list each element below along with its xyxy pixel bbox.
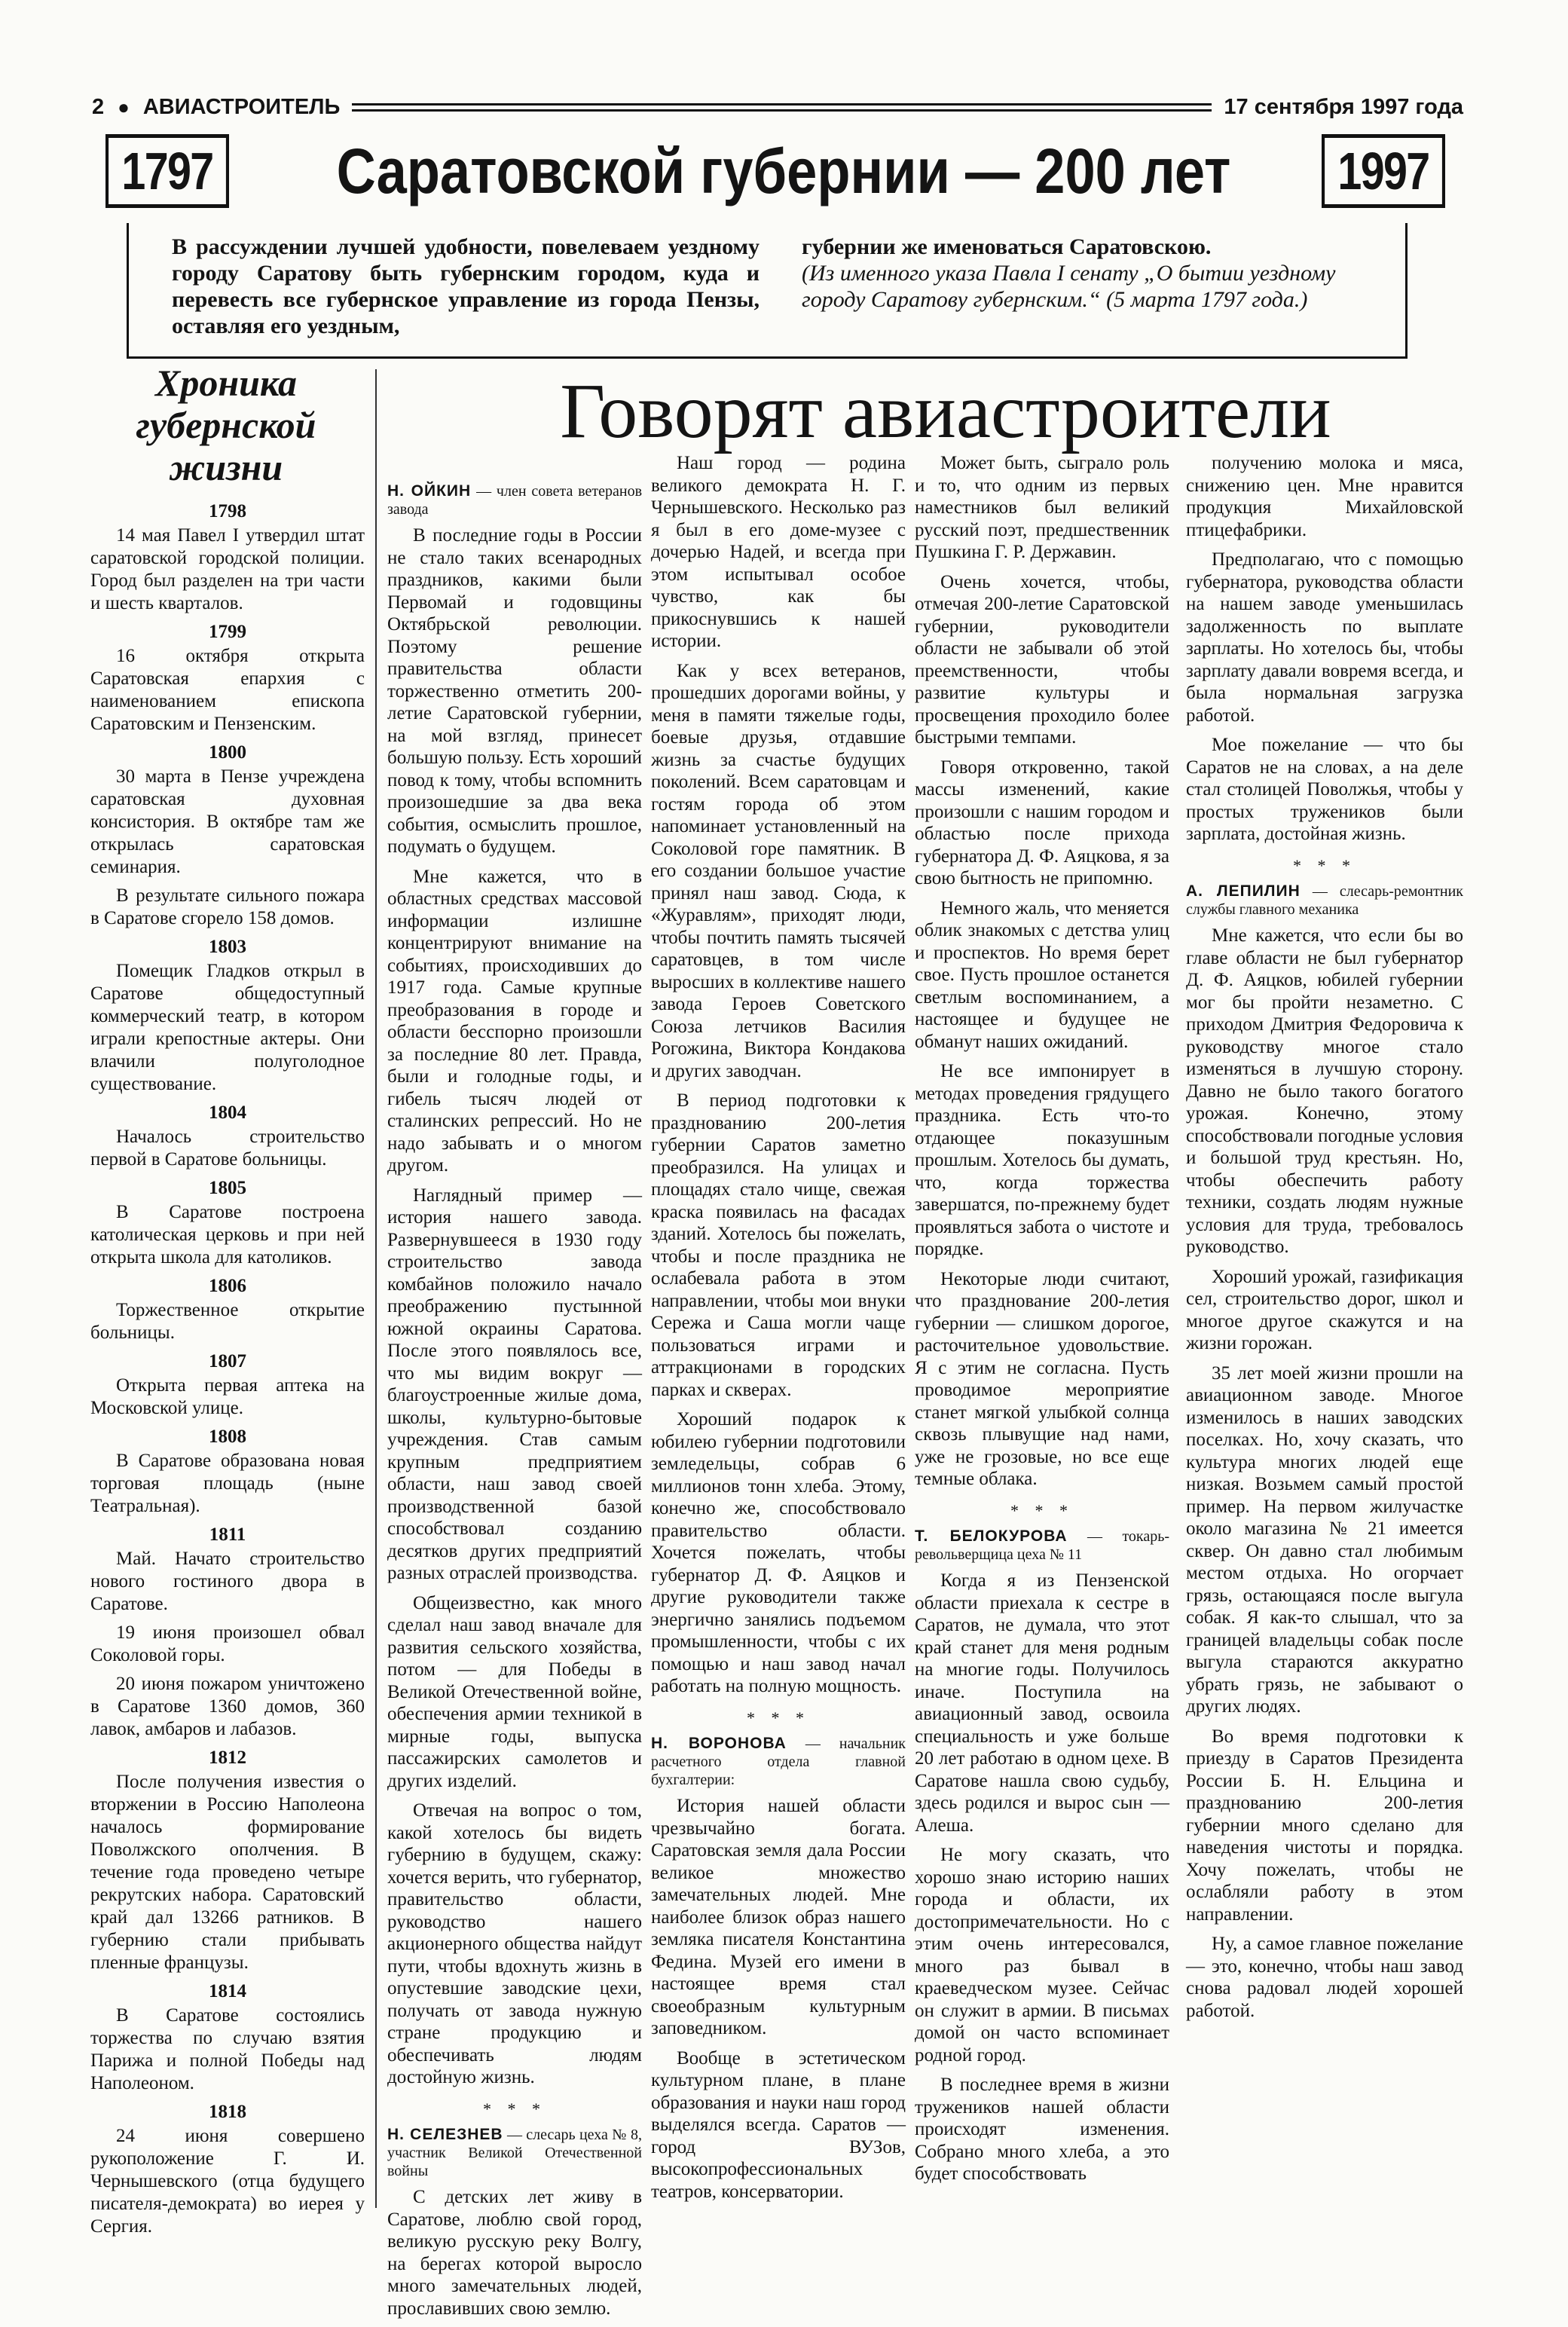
year-right: 1997 xyxy=(1337,142,1429,200)
masthead xyxy=(92,92,1463,122)
chronicle-year: 1806 xyxy=(209,1276,246,1296)
section-title: Говорят авиастроители xyxy=(560,368,1331,454)
paragraph: Немного жаль, что меняется облик знакомых с детства улиц и проспектов. Но время берет свое. Пусть прошлое останется светлым воспоминанием, а настоящее и будущее не обманут наших ожиданий. xyxy=(915,897,1169,1052)
paragraph: Как у всех ветеранов, прошедших дорогами войны, у меня в памяти тяжелые годы, боевые друзья, отдавшие жизнь за счастье будущих поколений. Всем саратовцам и гостям города об этом напоминает установленный на Соколовой горе памятник. В его создании большое участие принял наш завод. Сюда, к «Журавлям», приходят люди, чтобы почтить память тысячей саратовцев, в том числе выросших в коллективе нашего завода Героев Советского Союза летчиков Василия Рогожина, Виктора Кондакова и других заводчан. xyxy=(651,660,906,1081)
chronicle-year: 1799 xyxy=(209,622,246,642)
paragraph: Не все импонирует в методах проведения грядущего праздника. Есть что-то отдающее показушным прошлым. Хотелось бы думать, что, когда торжества завершатся, по-прежнему будет проявляться забота о чистоте и порядке. xyxy=(915,1061,1169,1259)
paragraph: Во время подготовки к приезду в Саратов Президента России Б. Н. Ельцина и празднованию 200-летия губернии много сделано для наведения чистоты и порядка. Хочу пожелать, чтобы не ослабляли работу в этом направлении. xyxy=(1186,1726,1463,1925)
chronicle-entry: В Саратове построена католическая церковь и при ней открыта школа для католиков. xyxy=(90,1202,365,1267)
chronicle-title: Хроника губернской жизни xyxy=(136,362,316,488)
chronicle-entry: Торжественное открытие больницы. xyxy=(90,1300,365,1343)
chronicle-year: 1808 xyxy=(209,1426,246,1447)
author-byline xyxy=(387,482,642,518)
bullet-icon: ● xyxy=(118,95,130,118)
issue-date: 17 сентября 1997 года xyxy=(1224,94,1463,119)
author-role: — начальник расчетного отдела главной бухгалтерии: xyxy=(651,1735,906,1788)
decree-text-left: В рассуждении лучшей удобности, повелеваем уездному городу Саратову быть губернским городом, куда и перевесть все губернское управление из города Пензы, оставляя его уездным, xyxy=(172,234,760,338)
paragraph: Мне кажется, что в областных средствах массовой информации излишне концентрируют внимание на событиях, происходивших до 1917 года. Самые крупные преобразования в городе и области бесспорно произошли за последние 80 лет. Правда, были и голодные годы, и гибель тысяч людей от сталинских репрессий. Но не надо забывать и о многом другом. xyxy=(387,866,642,1176)
chronicle-entry: В Саратове состоялись торжества по случаю взятия Парижа и полной Победы над Наполеоном. xyxy=(90,2005,365,2093)
chronicle-year: 1818 xyxy=(209,2102,246,2122)
paragraph: История нашей области чрезвычайно богата. Саратовская земля дала России великое множество замечательных людей. Мне наиболее близок образ нашего земляка писателя Константина Федина. Музей его имени в настоящее время стал своеобразным культурным заповедником. xyxy=(651,1796,906,2038)
article-column-1 xyxy=(387,482,642,2327)
column-divider xyxy=(375,369,377,2208)
section-separator: * * * xyxy=(1293,855,1356,875)
chronicle-entry: 24 июня совершено рукоположение Г. И. Чернышевского (отца будущего писателя-демократа) во иерея у Сергия. xyxy=(90,2126,365,2237)
paragraph: Отвечая на вопрос о том, какой хотелось бы видеть губернию в будущем, скажу: хочется верить, что губернатор, правительство области, руководство нашего акционерного общества найдут пути, чтобы вдохнуть жизнь в опустевшие заводские цехи, получать от завода нужную стране продукцию и обеспечивать людям достойную жизнь. xyxy=(387,1800,642,2087)
year-box-left xyxy=(105,134,229,208)
page-headline: Саратовской губернии — 200 лет xyxy=(336,136,1231,206)
decree-text-right xyxy=(802,234,1397,313)
year-left: 1797 xyxy=(121,142,213,200)
year-box-right xyxy=(1322,134,1445,208)
author-name: Н. ОЙКИН xyxy=(387,482,472,500)
decree-right-bold: губернии же именоваться Саратовскою. xyxy=(802,234,1212,259)
decree-source: (Из именного указа Павла I сенату „О бытии уездному городу Саратову губернским.“ (5 марта 1797 года.) xyxy=(802,261,1336,312)
paragraph: Общеизвестно, как много сделал наш завод вначале для развития сельского хозяйства, потом — для Победы в Великой Отечественной войне, обеспечения армии техникой в мирные годы, выпуска пассажирских самолетов и других изделий. xyxy=(387,1592,642,1791)
article-column-4 xyxy=(1186,452,1463,2029)
chronicle-year: 1803 xyxy=(209,937,246,957)
author-byline xyxy=(915,1527,1169,1564)
paragraph: Предполагаю, что с помощью губернатора, руководства области на нашем заводе уменьшилась задолженность по выплате зарплаты. Но хотелось бы, чтобы зарплату давали вовремя всегда, и была нормальная загрузка работой. xyxy=(1186,549,1463,726)
author-name: Т. БЕЛОКУРОВА xyxy=(915,1527,1068,1545)
chronicle-entry: Открыта первая аптека на Московской улице. xyxy=(90,1375,365,1418)
chronicle-entry: 19 июня произошел обвал Соколовой горы. xyxy=(90,1622,365,1665)
chronicle-entry: После получения известия о вторжении в Россию Наполеона началось формирование Поволжского ополчения. В течение года проведено четыре рекрутских набора. Саратовский край дал 13266 ратников. В губернию стали прибывать пленные французы. xyxy=(90,1772,365,1973)
chronicle-year: 1812 xyxy=(209,1748,246,1768)
paragraph: получению молока и мяса, снижению цен. Мне нравится продукция Михайловской птицефабрики. xyxy=(1186,453,1463,540)
page-number: 2 xyxy=(92,94,105,119)
author-role: — токарь-револьверщица цеха № 11 xyxy=(915,1528,1169,1563)
author-role: — слесарь цеха № 8, участник Великой Отечественной войны xyxy=(387,2127,642,2179)
chronicle-year: 1805 xyxy=(209,1178,246,1198)
author-byline xyxy=(1186,882,1463,919)
newspaper-name: АВИАСТРОИТЕЛЬ xyxy=(142,94,341,119)
article-column-3 xyxy=(915,452,1169,2193)
chronicle-entry: 14 мая Павел I утвердил штат саратовской городской полиции. Город был разделен на три части и шесть кварталов. xyxy=(90,525,365,613)
author-byline xyxy=(387,2126,642,2180)
chronicle-column xyxy=(90,497,365,2244)
chronicle-year: 1811 xyxy=(209,1524,246,1545)
paragraph: Говоря откровенно, такой массы изменений, какие произошли с нашим городом и областью после прихода губернатора Д. Ф. Аяцкова, я за свою бытность не припомню. xyxy=(915,757,1169,888)
chronicle-year: 1804 xyxy=(209,1102,246,1123)
section-separator: * * * xyxy=(483,2099,546,2118)
author-role: — член совета ветеранов завода xyxy=(387,483,643,518)
paragraph: Хороший урожай, газификация сел, строительство дорог, школ и многое другое скажутся и на жизни горожан. xyxy=(1186,1266,1463,1353)
chronicle-year: 1814 xyxy=(209,1981,246,2001)
paragraph: 35 лет моей жизни прошли на авиационном заводе. Многое изменилось в наших заводских поселках. Но, хочу сказать, что культура многих людей еще низкая. Возьмем самый простой пример. На первом жилучастке около магазина № 21 имеется сквер. Он давно стал любимым местом отдыха. Но огорчает грязь, остающаяся после выгула собак. Я как-то слышал, что за границей владельцы собак после выгула стараются аккуратно убрать грязь, не забывают о других людях. xyxy=(1186,1362,1463,1717)
section-separator: * * * xyxy=(747,1708,810,1727)
author-role: — слесарь-ремонтник службы главного механика xyxy=(1186,883,1463,918)
chronicle-entry: Началось строительство первой в Саратове больницы. xyxy=(90,1127,365,1170)
chronicle-entry: 16 октября открыта Саратовская епархия с наименованием епископа Саратовским и Пензенским. xyxy=(90,646,365,734)
paragraph: В период подготовки к празднованию 200-летия губернии Саратов заметно преобразился. На улицах и площадях стало чище, свежая краска появилась на фасадах зданий. Хотелось бы пожелать, чтобы и после праздника не ослабевала работа в этом направлении, чтобы мои внуки Сережа и Саша могли чаще пользоваться играми и аттракционами в городских парках и скверах. xyxy=(651,1090,906,1400)
paragraph: Не могу сказать, что хорошо знаю историю наших города и области, их достопримечательности. Но с этим очень интересовался, много раз бывал в краеведческом музее. Сейчас он служит в армии. В письмах домой он часто вспоминает родной город. xyxy=(915,1845,1169,2066)
author-name: А. ЛЕПИЛИН xyxy=(1186,882,1301,900)
chronicle-entry: 20 июня пожаром уничтожено в Саратове 1360 домов, 360 лавок, амбаров и лабазов. xyxy=(90,1674,365,1739)
section-separator: * * * xyxy=(1010,1500,1074,1520)
article-column-2 xyxy=(651,452,906,2210)
paragraph: Хороший подарок к юбилею губернии подготовили земледельцы, собрав 6 миллионов тонн хлеба. Этому, конечно же, способствовало правительство области. Хочется пожелать, чтобы губернатор Д. Ф. Аяцков и другие руководители также энергично занялись подъемом промышленности, чтобы с их помощью и наш завод начал работать на полную мощность. xyxy=(651,1409,906,1696)
chronicle-entry: 30 марта в Пензе учреждена саратовская духовная консистория. В октябре там же открылась саратовская семинария. xyxy=(90,766,365,877)
author-name: Н. СЕЛЕЗНЕВ xyxy=(387,2126,503,2143)
author-byline xyxy=(651,1735,906,1789)
paragraph: Наш город — родина великого демократа Н. Г. Чернышевского. Несколько раз я был в его доме-музее с дочерью Надей, и всегда при этом испытывал особое чувство, как бы прикоснувшись к нашей истории. xyxy=(651,453,906,651)
paragraph: Наглядный пример — история нашего завода. Развернувшееся в 1930 году строительство завода комбайнов положило начало преображению пустынной южной окраины Саратова. После этого появлялось все, что мы видим вокруг — благоустроенные жилые дома, школы, культурно-бытовые учреждения. Став самым крупным предприятием области, наш завод своей производственной базой способствовал созданию десятков других предприятий разных отраслей производства. xyxy=(387,1185,642,1583)
paragraph: Может быть, сыграло роль и то, что одним из первых наместников был великий русский поэт, предшественник Пушкина Г. Р. Державин. xyxy=(915,453,1169,562)
chronicle-year: 1807 xyxy=(209,1351,246,1371)
chronicle-year: 1798 xyxy=(209,501,246,521)
chronicle-entry: В Саратове образована новая торговая площадь (ныне Театральная). xyxy=(90,1451,365,1516)
paragraph: Ну, а самое главное пожелание — это, конечно, чтобы наш завод снова радовал людей хорошей работой. xyxy=(1186,1934,1463,2021)
masthead-rule xyxy=(352,103,1212,112)
paragraph: В последнее время в жизни тружеников нашей области происходят изменения. Собрано много хлеба, а это будет способствовать xyxy=(915,2075,1169,2184)
paragraph: Когда я из Пензенской области приехала к сестре в Саратов, не думала, что этот край станет для меня родным на многие годы. Получилось иначе. Поступила на авиационный завод, освоила специальность и уже больше 20 лет работаю в одном цехе. В Саратове нашла свою судьбу, здесь родился и вырос сын — Алеша. xyxy=(915,1570,1169,1836)
paragraph: Очень хочется, чтобы, отмечая 200-летие Саратовской губернии, руководители области не забывали об этой преемственности, чтобы развитие культуры и просвещения проходило более быстрыми темпами. xyxy=(915,571,1169,748)
paragraph: Некоторые люди считают, что празднование 200-летия губернии — слишком дорогое, расточительное удовольствие. Я с этим не согласна. Пусть проводимое мероприятие станет мягкой улыбкой солнца сквозь плывущие над нами, уже не грозовые, но все еще темные облака. xyxy=(915,1268,1169,1489)
author-name: Н. ВОРОНОВА xyxy=(651,1735,787,1752)
chronicle-year: 1800 xyxy=(209,742,246,763)
chronicle-entry: Помещик Гладков открыл в Саратове общедоступный коммерческий театр, в котором играли крепостные актеры. Они влачили полуголодное существование. xyxy=(90,961,365,1094)
paragraph: В последние годы в России не стало таких всенародных праздников, какими были Первомай и годовщины Октябрьской революции. Поэтому решение правительства области торжественно отметить 200-летие Саратовской губернии, на мой взгляд, принесет большую пользу. Есть хороший повод к тому, чтобы вспомнить произошедшие за два века события, осмыслить прошлое, подумать о будущем. xyxy=(387,525,642,857)
paragraph: Мне кажется, что если бы во главе области не был губернатор Д. Ф. Аяцков, юбилей губернии мог бы пройти незаметно. С приходом Дмитрия Федоровича к руководству многое стало изменяться в лучшую сторону. Давно не было такого богатого урожая. Конечно, этому способствовали погодные условия и большой труд крестьян. Но, чтобы обеспечить работу техники, создать людям нужные условия для труда, требовалось руководство. xyxy=(1186,925,1463,1257)
paragraph: Вообще в эстетическом культурном плане, в плане образования и науки наш город выделялся всегда. Саратов — город ВУЗов, высокопрофессиональных театров, консерватории. xyxy=(651,2047,906,2202)
chronicle-entry: В результате сильного пожара в Саратове сгорело 158 домов. xyxy=(90,885,365,928)
paragraph: С детских лет живу в Саратове, люблю свой город, великую русскую реку Волгу, на берегах которой выросло много замечательных людей, прославивших свою землю. xyxy=(387,2187,642,2319)
chronicle-entry: Май. Начато строительство нового гостиного двора в Саратове. xyxy=(90,1549,365,1614)
paragraph: Мое пожелание — что бы Саратов не на словах, а на деле стал столицей Поволжья, чтобы у простых тружеников были зарплата, достойная жизнь. xyxy=(1186,735,1463,844)
